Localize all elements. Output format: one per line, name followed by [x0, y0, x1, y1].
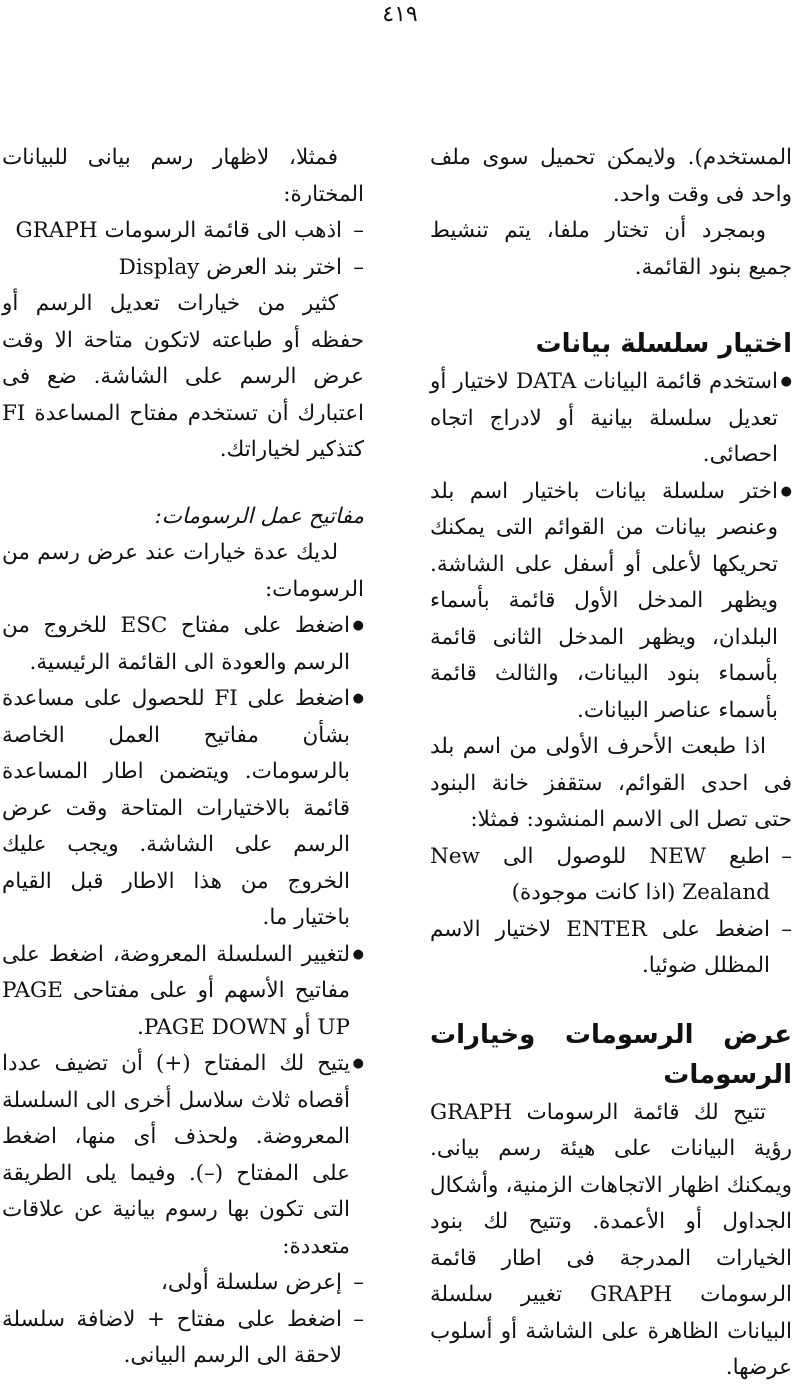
- bullet-item: ● اختر سلسلة بيانات باختيار اسم بلد وعنصر بيانات من القوائم التى يمكنك تحريكها لأعلى أو أسفل على الشاشة. ويظهر المدخل الأول قائمة بأسماء البلدان، ويظهر المدخل الثانى قائمة بأسماء بنود البيانات، والثالث قائمة بأسماء عناصر البيانات.: [430, 474, 792, 730]
- bullet-item: ● اضغط على FI للحصول على مساعدة بشأن مفاتيح العمل الخاصة بالرسومات. ويتضمن اطار المساعدة قائمة بالاختيارات المتاحة وقت عرض الرسم على الشاشة. ويجب عليك الخروج من هذا الاطار قبل القيام باختيار ما.: [2, 681, 364, 937]
- paragraph: المستخدم). ولايمكن تحميل سوى ملف واحد فى وقت واحد.: [430, 145, 792, 207]
- dash-item: – اضغط على مفتاح + لاضافة سلسلة لاحقة الى الرسم البيانى.: [2, 1302, 364, 1375]
- bullet-item: ● يتيح لك المفتاح (+) أن تضيف عددا أقصاه ثلاث سلاسل أخرى الى السلسلة المعروضة. ولحذف أى منها، اضغط على المفتاح (–). وفيما يلى الطريقة التى تكون بها رسوم بيانية عن علاقات متعددة:: [2, 1046, 364, 1265]
- dash-item: – إعرض سلسلة أولى،: [2, 1265, 364, 1302]
- paragraph: تتيح لك قائمة الرسومات GRAPH رؤية البيانات على هيئة رسم بيانى. ويمكنك اظهار الاتجاهات الزمنية، وأشكال الجداول أو الأعمدة. وتتيح لك بنود الخيارات المدرجة فى اطار قائمة الرسومات GRAPH تغيير سلسلة البيانات الظاهرة على الشاشة أو أسلوب عرضها.: [430, 1099, 792, 1380]
- paragraph: وبمجرد أن تختار ملفا، يتم تنشيط جميع بنود القائمة.: [430, 218, 792, 280]
- left-column: [2, 140, 364, 1375]
- paragraph: لديك عدة خيارات عند عرض رسم من الرسومات:: [2, 540, 364, 602]
- right-column: [430, 140, 792, 1387]
- bullet-item: ● لتغيير السلسلة المعروضة، اضغط على مفاتيح الأسهم أو على مفتاحى PAGE UP أو PAGE DOWN.: [2, 937, 364, 1047]
- dash-item: – اختر بند العرض Display: [2, 250, 364, 287]
- section-heading: اختيار سلسلة بيانات: [535, 329, 792, 359]
- paragraph: فمثلا، لاظهار رسم بيانى للبيانات المختارة:: [2, 145, 364, 207]
- bullet-item: ● استخدم قائمة البيانات DATA لاختيار أو تعديل سلسلة بيانية أو لادراج اتجاه احصائى.: [430, 364, 792, 474]
- dash-item: – اطبع NEW للوصول الى New Zealand (اذا كانت موجودة): [430, 839, 792, 912]
- paragraph: اذا طبعت الأحرف الأولى من اسم بلد فى احدى القوائم، ستقفز خانة البنود حتى تصل الى الاسم المنشود: فمثلا:: [430, 734, 792, 832]
- paragraph: كثير من خيارات تعديل الرسم أو حفظه أو طباعته لاتكون متاحة الا وقت عرض الرسم على الشاشة. ضع فى اعتبارك أن تستخدم مفتاح المساعدة FI كتذكير لخياراتك.: [2, 291, 364, 462]
- section-heading: عرض الرسومات وخيارات الرسومات: [430, 1019, 792, 1090]
- page-number: ٤١٩: [382, 2, 418, 27]
- bullet-item: ● اضغط على مفتاح ESC للخروج من الرسم والعودة الى القائمة الرئيسية.: [2, 608, 364, 681]
- dash-item: – اضغط على ENTER لاختيار الاسم المظلل ضوئيا.: [430, 912, 792, 985]
- dash-item: – اذهب الى قائمة الرسومات GRAPH: [2, 213, 364, 250]
- subheading: مفاتيح عمل الرسومات:: [154, 503, 364, 529]
